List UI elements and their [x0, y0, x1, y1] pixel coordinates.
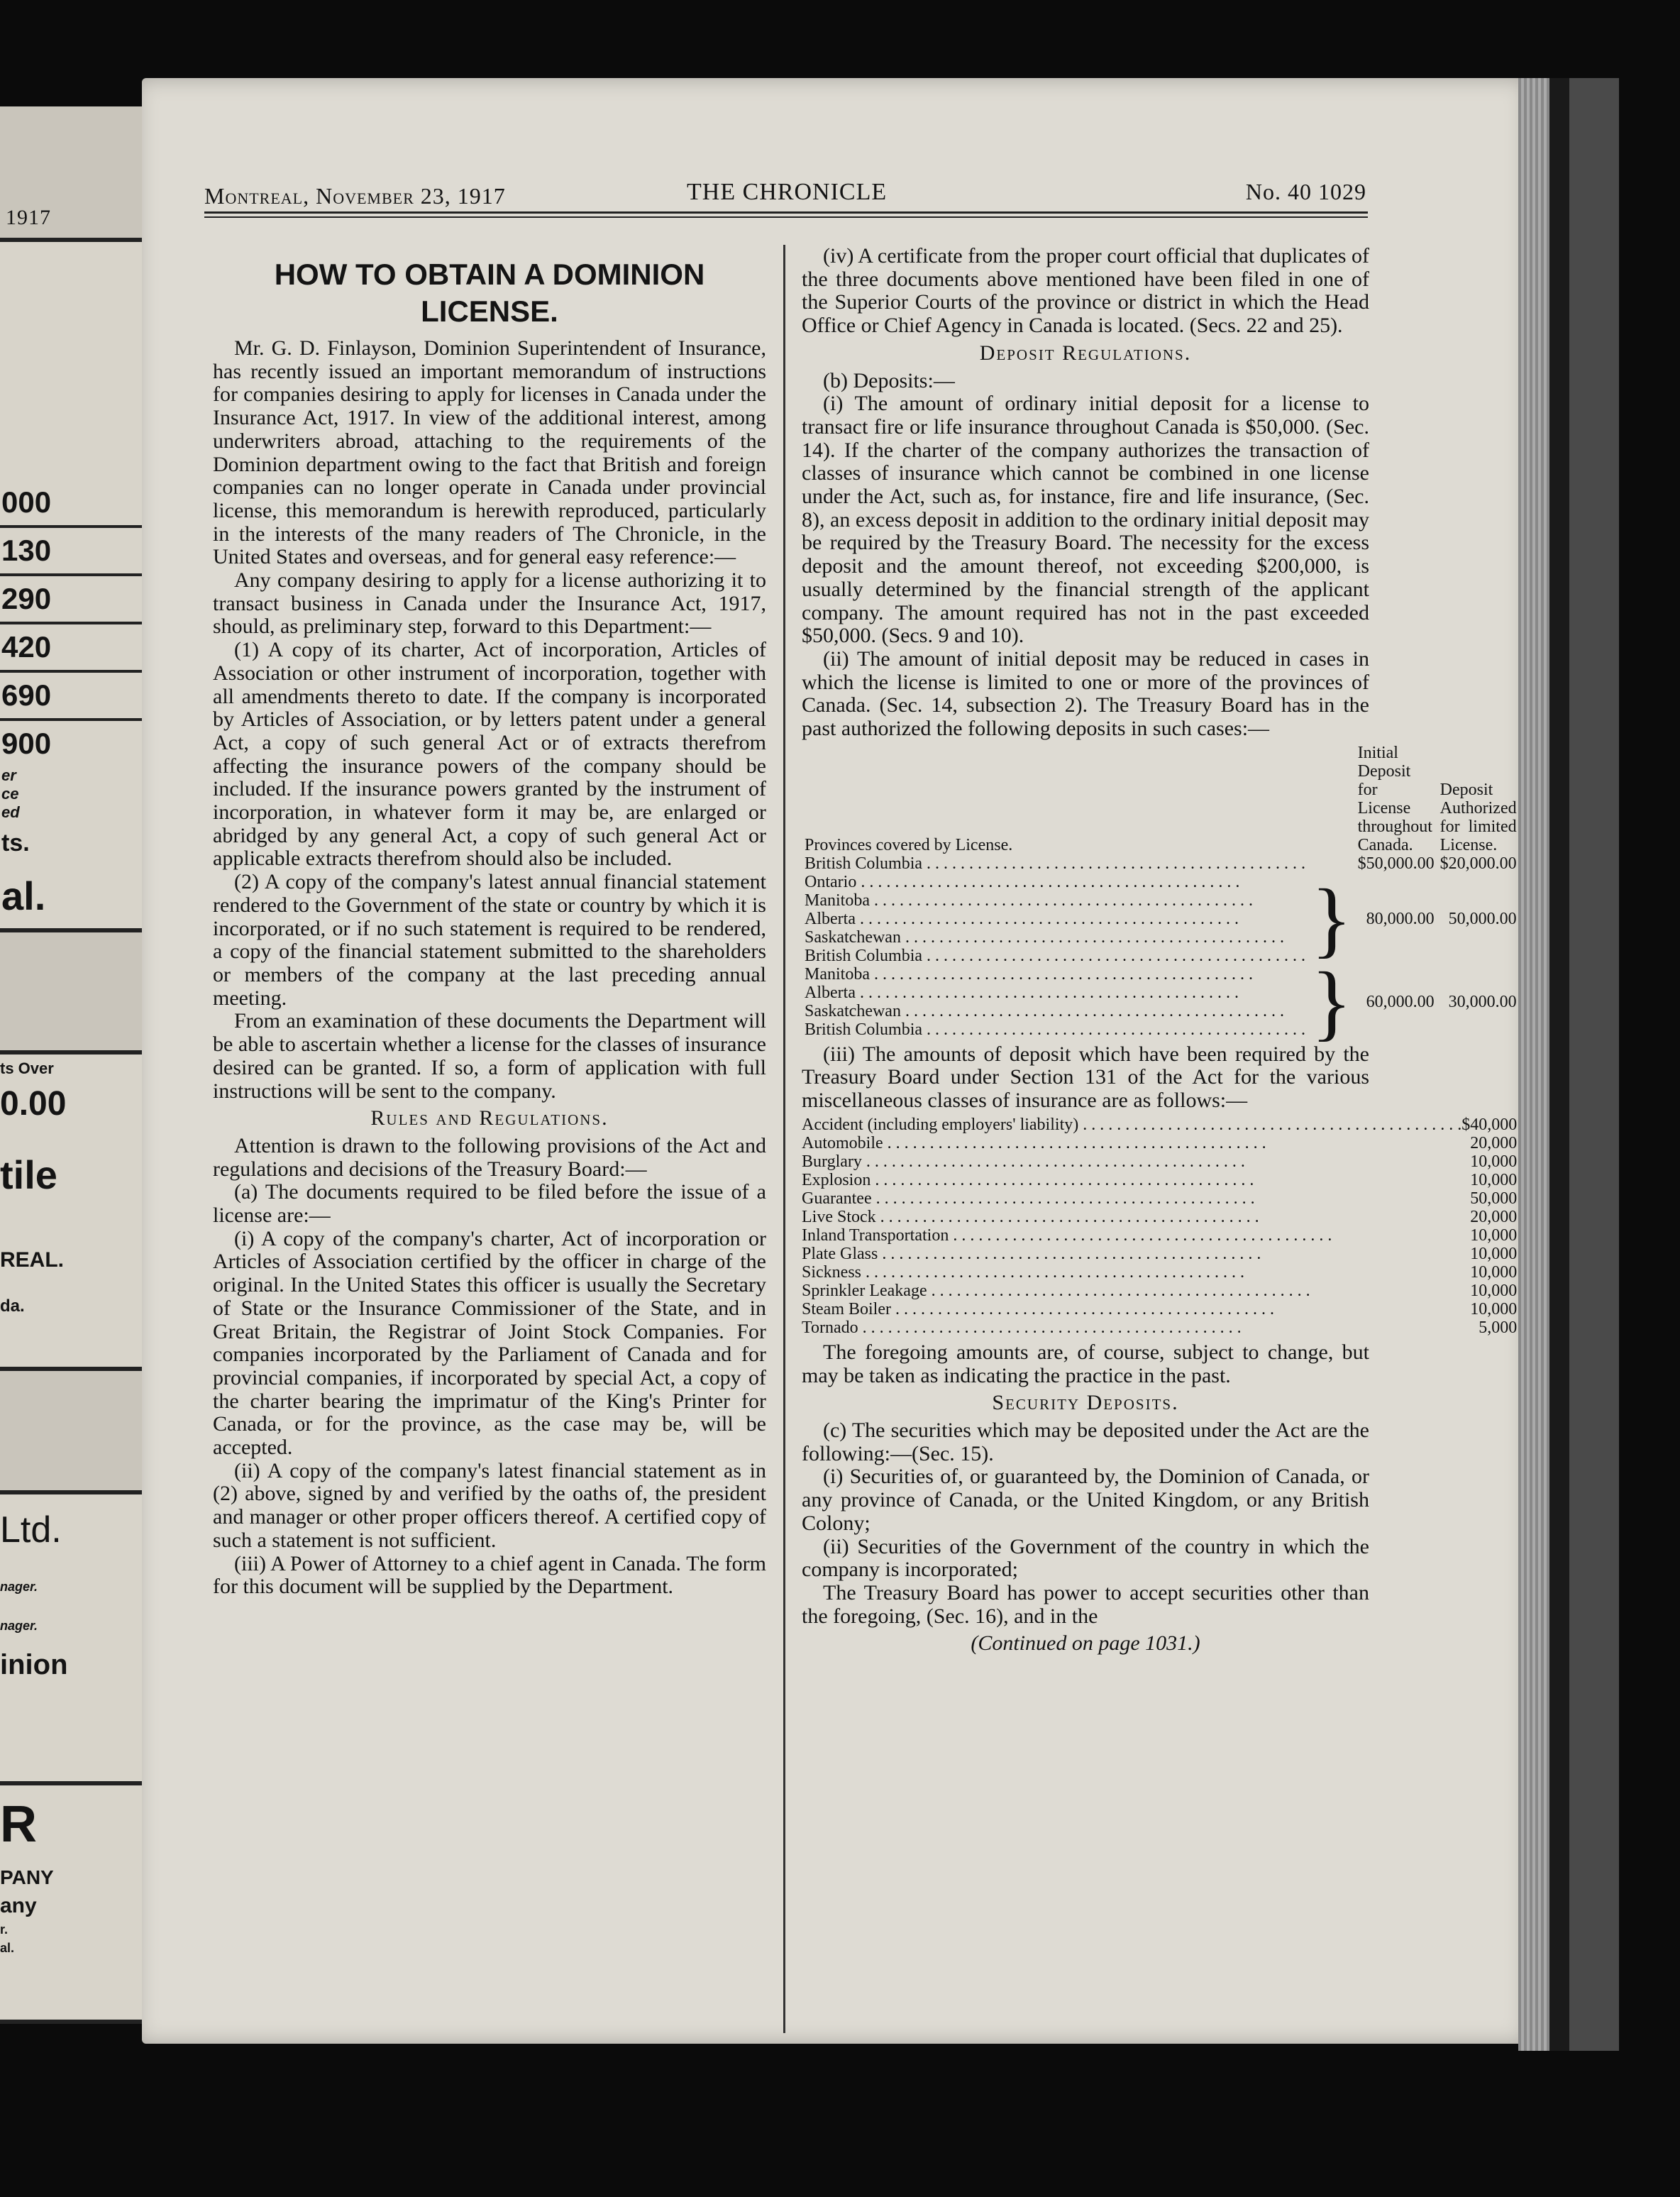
left-page-fragment: inion — [0, 1649, 68, 1680]
left-page-fragment: ce — [1, 785, 19, 803]
paragraph: Attention is drawn to the following provisions of the Act and regulations and decisions of the Treasury Board:— — [213, 1133, 766, 1181]
paragraph: (ii) The amount of initial deposit may be reduced in cases in which the license is limited to one or more of the provinces of Canada. (Sec. 14, subsection 2). The Treasury Board has in the past authorized the following deposits in such cases:— — [802, 646, 1369, 741]
insurance-class-cell: Plate Glass . . . — [802, 1245, 1461, 1263]
paragraph: From an examination of these documents the Department will be able to ascertain whether a license for the classes of insurance desired can be granted. If so, a form of application with full instructions will be sent to the company. — [213, 1009, 766, 1103]
left-page-date: 1917 — [6, 206, 51, 229]
left-page-fragment: PANY — [0, 1866, 54, 1888]
header-dateline: Montreal, November 23, 1917 — [204, 183, 506, 209]
paragraph: Mr. G. D. Finlayson, Dominion Superintendent of Insurance, has recently issued an important memorandum of instructions for companies desiring to apply for licenses in Canada under the Insurance Act, 1917. In view of the additional interest, among underwriters abroad, attaching to the requirements of the Dominion department owing to the fact that British and foreign companies can no longer operate in Canada under provincial license, this memorandum is herewith reproduced, particularly in the interests of the many readers of The Chronicle, in the United States and overseas, and for general easy reference:— — [213, 336, 766, 569]
province-cell: Manitoba . . . — [802, 891, 1308, 910]
left-page-number: 420 — [0, 624, 142, 673]
paragraph: Any company desiring to apply for a license authorizing it to transact business in Canada under the Insurance Act, 1917, should, as preliminary step, forward to this Department:— — [213, 568, 766, 639]
deposit-amount-cell: 10,000 — [1470, 1281, 1518, 1300]
table-row — [802, 1152, 1517, 1171]
left-page-advert-box — [0, 1781, 146, 2024]
insurance-class-cell: Accident (including employers' liability) . . . — [802, 1116, 1461, 1134]
paragraph: (a) The documents required to be filed before the issue of a license are:— — [213, 1180, 766, 1228]
left-page-advert-box — [0, 238, 146, 932]
left-page-fragment: ts. — [1, 830, 30, 857]
left-page-fragment: any — [0, 1894, 37, 1917]
left-page-number: 290 — [0, 576, 142, 624]
table-row — [802, 1318, 1517, 1337]
insurance-class-cell: Explosion . . . — [802, 1171, 1461, 1189]
paragraph: (ii) A copy of the company's latest financial statement as in (2) above, signed by and verified by the oaths of, the president and manager or other proper officers thereof. A certified copy of such a statement is not sufficient. — [213, 1458, 766, 1552]
left-page-fragment: REAL. — [0, 1248, 64, 1272]
table-row — [802, 1171, 1517, 1189]
table-header: Deposit Authorized for limited License. — [1439, 780, 1517, 854]
paragraph: (iv) A certificate from the proper court official that duplicates of the three documents above mentioned have been filed in one of the Superior Courts of the province or district in which the Head Office or Chief Agency in Canada is located. (Secs. 22 and 25). — [802, 244, 1369, 338]
limited-deposit-cell: 30,000.00 — [1448, 992, 1517, 1011]
left-page-number: 130 — [0, 528, 142, 576]
left-page-advert-box — [0, 1490, 146, 1797]
brace: } — [1311, 954, 1352, 1049]
paragraph: (1) A copy of its charter, Act of incorporation, Articles of Association or other instrument of incorporation, together with all amendments thereto to date. If the company is incorporated by Articles of Association, or by letters patent under a general Act, a copy of such general Act or of extracts therefrom affecting the insurance powers of the company should be included. If the insurance powers granted by the instrument of incorporation, in whatever form it may be, are enlarged or abridged by any general Act, a copy of such general Act or applicable extracts therefrom should also be included. — [213, 638, 766, 871]
province-cell: Saskatchewan . . . — [802, 928, 1308, 947]
deposit-amount-cell: 50,000 — [1470, 1189, 1518, 1208]
book-cover — [1569, 78, 1619, 2051]
province-cell: Manitoba . . . — [802, 965, 1308, 984]
deposit-amount-cell: $40,000 — [1461, 1115, 1518, 1134]
insurance-class-cell: Live Stock . . . — [802, 1208, 1461, 1226]
column-divider — [783, 245, 785, 2033]
right-column — [802, 244, 1518, 1656]
left-page-fragment: da. — [0, 1296, 25, 1316]
insurance-class-cell: Automobile . . . — [802, 1134, 1461, 1152]
table-row — [802, 965, 1520, 984]
left-page-advert-box — [0, 1050, 146, 1371]
left-page-number: 690 — [0, 673, 142, 721]
province-cell: British Columbia . . . — [802, 854, 1308, 873]
left-page-fragment: er — [1, 766, 16, 784]
left-page-fragment: ts Over — [0, 1059, 54, 1077]
insurance-class-cell: Inland Transportation . . . — [802, 1226, 1461, 1245]
miscellaneous-deposits-table — [802, 1116, 1517, 1337]
paragraph: (c) The securities which may be deposited under the Act are the following:—(Sec. 15). — [802, 1418, 1369, 1465]
paragraph: (ii) Securities of the Government of the country in which the company is incorporated; — [802, 1534, 1369, 1582]
paragraph: (b) Deposits:— — [823, 368, 955, 392]
initial-deposit-cell: 80,000.00 — [1366, 909, 1435, 928]
limited-deposit-cell: $20,000.00 — [1439, 854, 1517, 873]
left-page-fragment: al. — [0, 1941, 15, 1955]
left-page-fragment: ed — [1, 803, 20, 821]
left-page-fragment: tile — [0, 1152, 57, 1197]
left-page-fragment: r. — [0, 1922, 9, 1937]
table-row — [802, 1116, 1517, 1134]
deposit-amount-cell: 20,000 — [1470, 1133, 1518, 1152]
running-header — [204, 179, 1366, 211]
section-heading: Deposit Regulations. — [979, 341, 1192, 365]
table-row — [802, 873, 1520, 891]
left-page-fragment: al. — [1, 874, 46, 918]
left-page-fragment: Ltd. — [0, 1509, 62, 1551]
continued-notice: (Continued on page 1031.) — [971, 1631, 1200, 1656]
initial-deposit-cell: $50,000.00 — [1357, 854, 1435, 873]
deposit-amount-cell: 5,000 — [1479, 1318, 1518, 1337]
left-page-fragment: R — [0, 1796, 37, 1853]
insurance-class-cell: Tornado . . . — [802, 1318, 1461, 1337]
province-cell: Saskatchewan . . . — [802, 1002, 1308, 1020]
table-row — [802, 1226, 1517, 1245]
section-heading: Security Deposits. — [992, 1391, 1179, 1415]
insurance-class-cell: Guarantee . . . — [802, 1189, 1461, 1208]
province-cell: Alberta . . . — [802, 984, 1308, 1002]
deposit-amount-cell: 20,000 — [1470, 1207, 1518, 1226]
section-heading: Rules and Regulations. — [370, 1106, 609, 1130]
table-row — [802, 1282, 1517, 1300]
table-row — [802, 1263, 1517, 1282]
left-page — [0, 106, 165, 2022]
deposit-amount-cell: 10,000 — [1470, 1244, 1518, 1263]
table-row — [802, 1245, 1517, 1263]
paragraph: The foregoing amounts are, of course, subject to change, but may be taken as indicating the practice in the past. — [802, 1340, 1369, 1387]
paragraph: The Treasury Board has power to accept securities other than the foregoing, (Sec. 16), and in the — [802, 1580, 1369, 1628]
deposit-amount-cell: 10,000 — [1470, 1152, 1518, 1171]
table-row — [802, 1134, 1517, 1152]
article-title: HOW TO OBTAIN A DOMINION LICENSE. — [274, 258, 705, 328]
left-page-fragment: 0.00 — [0, 1085, 67, 1123]
paragraph: (i) Securities of, or guaranteed by, the Dominion of Canada, or any province of Canada, or the United Kingdom, or any British Colony; — [802, 1465, 1369, 1535]
header-rule — [204, 211, 1368, 214]
header-issue-page: No. 40 1029 — [1245, 179, 1366, 204]
province-cell: Alberta . . . — [802, 910, 1308, 928]
table-row — [802, 1189, 1517, 1208]
insurance-class-cell: Burglary . . . — [802, 1152, 1461, 1171]
province-cell: British Columbia . . . — [802, 1020, 1308, 1039]
table-row — [802, 1300, 1517, 1318]
header-rule — [204, 216, 1368, 218]
table-row — [802, 854, 1520, 873]
deposit-amount-cell: 10,000 — [1470, 1170, 1518, 1189]
deposit-table — [802, 743, 1520, 1049]
page-edges — [1518, 78, 1549, 2051]
brace: } — [1311, 871, 1352, 966]
deposit-amount-cell: 10,000 — [1470, 1262, 1518, 1282]
left-page-fragment: nager. — [0, 1619, 38, 1633]
paragraph: (iii) A Power of Attorney to a chief agent in Canada. The form for this document will be supplied by the Department. — [213, 1551, 766, 1599]
left-page-number: 900 — [1, 727, 52, 760]
insurance-class-cell: Steam Boiler . . . — [802, 1300, 1461, 1318]
paragraph: (i) A copy of the company's charter, Act of incorporation or Articles of Association certified by the officer in charge of the original. In the United States this officer is usually the Secretary of State or the Insurance Commissioner of the State, and in Great Britain, the Registrar of Joint Stock Companies. For companies incorporated by the Parliament of Canada and for provincial companies, if incorporated by special Act, a copy of the charter bearing the imprimatur of the King's Printer for Canada, or for the province, as the case may be, will be accepted. — [213, 1226, 766, 1460]
table-header: Provinces covered by License. — [805, 835, 1013, 854]
province-cell: Ontario . . . — [802, 873, 1308, 891]
insurance-class-cell: Sprinkler Leakage . . . — [802, 1282, 1461, 1300]
table-row — [802, 1208, 1517, 1226]
deposit-amount-cell: 10,000 — [1470, 1299, 1518, 1318]
paragraph: (i) The amount of ordinary initial deposit for a license to transact fire or life insurance throughout Canada is $50,000. (Sec. 14). If the charter of the company authorizes the transaction of classes of insurance which cannot be combined in one license under the Act, such as, for instance, fire and life insurance, (Sec. 8), an excess deposit in addition to the ordinary initial deposit may be required by the Treasury Board. The necessity for the excess deposit and the amount thereof, not exceeding $200,000, is usually determined by the financial strength of the applicant company. The amount required has not in the past exceeded $50,000. (Secs. 9 and 10). — [802, 392, 1369, 648]
left-column — [213, 252, 766, 1599]
paragraph: (iii) The amounts of deposit which have been required by the Treasury Board under Section 131 of the Act for the various miscellaneous classes of insurance are as follows:— — [802, 1042, 1369, 1113]
insurance-class-cell: Sickness . . . — [802, 1263, 1461, 1282]
header-journal-title: THE CHRONICLE — [687, 179, 888, 205]
left-page-fragment: nager. — [0, 1580, 38, 1594]
table-header: Initial Deposit for License throughout Canada. — [1357, 743, 1432, 854]
limited-deposit-cell: 50,000.00 — [1448, 909, 1517, 928]
paragraph: (2) A copy of the company's latest annual financial statement rendered to the Government of the state or country by which it is incorporated, or if no such statement is required to be rendered, a copy of the financial statement submitted to the shareholders or members of the company at the last preceding annual meeting. — [213, 870, 766, 1010]
deposit-amount-cell: 10,000 — [1470, 1226, 1518, 1245]
left-page-number: 000 — [0, 480, 142, 528]
initial-deposit-cell: 60,000.00 — [1366, 992, 1435, 1011]
province-cell: British Columbia . . . — [802, 947, 1308, 965]
